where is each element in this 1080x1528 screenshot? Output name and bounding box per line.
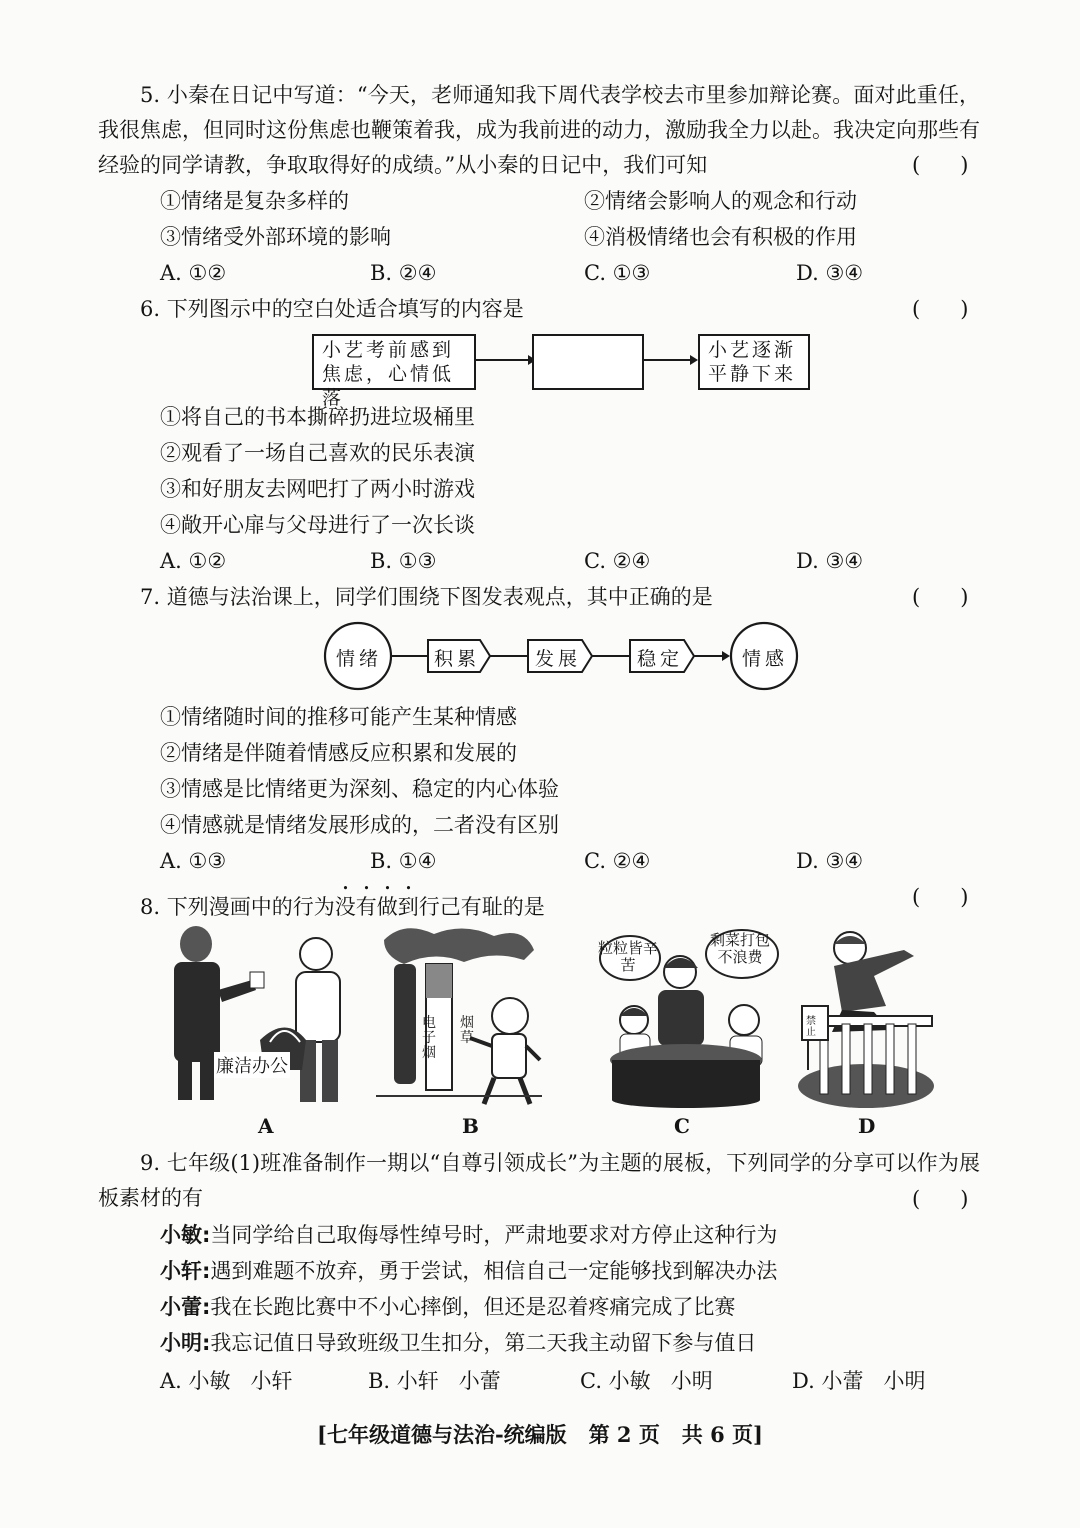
q7-flow-label-1: 情绪 bbox=[336, 648, 383, 670]
q7-stem: 7. 道德与法治课上，同学们围绕下图发表观点，其中正确的是 bbox=[140, 585, 713, 609]
q5-option-c[interactable]: C. ①③ bbox=[584, 261, 651, 285]
q9-option-d[interactable]: D. 小蕾 小明 bbox=[792, 1369, 926, 1393]
q8-cartoon-d-sign: 禁止 bbox=[806, 1016, 816, 1038]
q5-item-1: ①情绪是复杂多样的 bbox=[160, 189, 349, 213]
page-footer: [七年级道德与法治-统编版 第 2 页 共 6 页] bbox=[317, 1422, 763, 1447]
q8-cartoon-a bbox=[156, 920, 356, 1110]
q8-caption-c: C bbox=[674, 1114, 690, 1138]
q5-item-4: ④消极情绪也会有积极的作用 bbox=[584, 225, 857, 249]
q5-stem: 5. 小秦在日记中写道：“今天，老师通知我下周代表学校去市里参加辩论赛。面对此重任，我很焦虑，但同时这份焦虑也鞭策着我，成为我前进的动力，激励我全力以赴。我决定向那些有经验的同学请教，争取取得好的成绩。”从小秦的日记中，我们可知 bbox=[98, 83, 980, 177]
q5-item-2: ②情绪会影响人的观念和行动 bbox=[584, 189, 857, 213]
q8-stem-emphasis: 没有做到 bbox=[334, 895, 419, 919]
q8-stem: 8. 下列漫画中的行为没有做到行己有耻的是 bbox=[140, 895, 545, 919]
q6-flow-box-end: 小艺逐渐平静下来 bbox=[698, 334, 810, 390]
q7-item-2: ②情绪是伴随着情感反应积累和发展的 bbox=[160, 741, 517, 765]
q6-flow-box-blank bbox=[532, 334, 644, 390]
q6-stem: 6. 下列图示中的空白处适合填写的内容是 bbox=[140, 297, 524, 321]
q9-share-2: 小轩:遇到难题不放弃，勇于尝试，相信自己一定能够找到解决办法 bbox=[160, 1259, 778, 1283]
q7-option-b[interactable]: B. ①④ bbox=[370, 849, 437, 873]
q6-option-d[interactable]: D. ③④ bbox=[796, 549, 864, 573]
q9-share-4: 小明:我忘记值日导致班级卫生扣分，第二天我主动留下参与值日 bbox=[160, 1331, 757, 1355]
q8-cartoon-d bbox=[794, 920, 944, 1110]
q7-flow-label-2: 积累 bbox=[434, 648, 481, 670]
q6-item-3: ③和好朋友去网吧打了两小时游戏 bbox=[160, 477, 475, 501]
q9-answer-bracket[interactable]: ( ) bbox=[912, 1187, 969, 1211]
q5-option-a[interactable]: A. ①② bbox=[160, 261, 227, 285]
q5-item-3: ③情绪受外部环境的影响 bbox=[160, 225, 391, 249]
q8-caption-d: D bbox=[858, 1114, 876, 1138]
q6-flow-box-start: 小艺考前感到焦虑，心情低落 bbox=[312, 334, 476, 390]
q8-cartoon-c-bubble-2: 剩菜打包不浪费 bbox=[709, 931, 770, 966]
q6-option-a[interactable]: A. ①② bbox=[160, 549, 227, 573]
q7-answer-bracket[interactable]: ( ) bbox=[912, 585, 969, 609]
q7-item-3: ③情感是比情绪更为深刻、稳定的内心体验 bbox=[160, 777, 559, 801]
q9-share-3: 小蕾:我在长跑比赛中不小心摔倒，但还是忍着疼痛完成了比赛 bbox=[160, 1295, 736, 1319]
q5-option-d[interactable]: D. ③④ bbox=[796, 261, 864, 285]
q8-answer-bracket[interactable]: ( ) bbox=[912, 885, 969, 909]
q9-option-c[interactable]: C. 小敏 小明 bbox=[580, 1369, 713, 1393]
q8-cartoon-a-label: 廉洁办公 bbox=[214, 1052, 290, 1078]
q7-option-d[interactable]: D. ③④ bbox=[796, 849, 864, 873]
q7-flow-label-3: 发展 bbox=[535, 648, 582, 670]
q6-item-4: ④敞开心扉与父母进行了一次长谈 bbox=[160, 513, 475, 537]
q9-share-1: 小敏:当同学给自己取侮辱性绰号时，严肃地要求对方停止这种行为 bbox=[160, 1223, 778, 1247]
q7-option-a[interactable]: A. ①③ bbox=[160, 849, 227, 873]
q7-option-c[interactable]: C. ②④ bbox=[584, 849, 651, 873]
q8-cartoon-b bbox=[374, 920, 544, 1110]
q7-item-4: ④情感就是情绪发展形成的，二者没有区别 bbox=[160, 813, 559, 837]
q6-option-b[interactable]: B. ①③ bbox=[370, 549, 437, 573]
q9-stem: 9. 七年级(1)班准备制作一期以“自尊引领成长”为主题的展板，下列同学的分享可以作为展板素材的有 bbox=[98, 1151, 980, 1210]
q8-cartoon-b-label-1: 电子烟 bbox=[422, 1015, 436, 1061]
q8-caption-a: A bbox=[258, 1114, 274, 1138]
q7-flow-label-5: 情感 bbox=[742, 648, 789, 670]
q5-option-b[interactable]: B. ②④ bbox=[370, 261, 437, 285]
q9-option-b[interactable]: B. 小轩 小蕾 bbox=[368, 1369, 501, 1393]
q6-item-1: ①将自己的书本撕碎扔进垃圾桶里 bbox=[160, 405, 475, 429]
q7-item-1: ①情绪随时间的推移可能产生某种情感 bbox=[160, 705, 517, 729]
q8-cartoon-c-bubble-1: 粒粒皆辛苦 bbox=[598, 939, 659, 974]
q8-caption-b: B bbox=[462, 1114, 479, 1138]
q6-answer-bracket[interactable]: ( ) bbox=[912, 297, 969, 321]
q7-flow-label-4: 稳定 bbox=[637, 648, 684, 670]
q6-option-c[interactable]: C. ②④ bbox=[584, 549, 651, 573]
q6-item-2: ②观看了一场自己喜欢的民乐表演 bbox=[160, 441, 475, 465]
q9-option-a[interactable]: A. 小敏 小轩 bbox=[160, 1369, 293, 1393]
q8-cartoon-b-label-2: 烟草 bbox=[460, 1015, 474, 1046]
q5-answer-bracket[interactable]: ( ) bbox=[912, 153, 969, 177]
